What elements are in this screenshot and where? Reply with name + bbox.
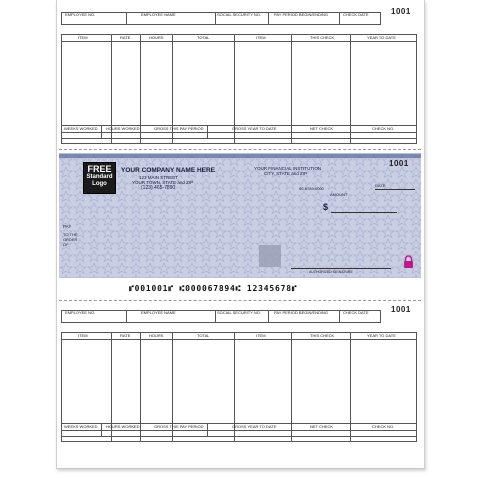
perforation-top — [59, 149, 421, 150]
check-document — [56, 0, 425, 469]
check-top-band — [59, 154, 421, 158]
footer-line — [62, 132, 416, 133]
to-the-label: TO THE — [63, 232, 78, 237]
col-hours-b: HOURS — [149, 333, 164, 338]
foot-weeks-worked-b: WEEKS WORKED — [64, 424, 98, 429]
stub-header — [61, 12, 417, 25]
signature-line — [291, 268, 391, 269]
foot-hours-worked-b: HOURS WORKED — [106, 424, 140, 429]
check-number-top: 1001 — [391, 7, 411, 16]
col-this-check: THIS CHECK — [310, 35, 335, 40]
foot-gross-ytd-b: GROSS YEAR TO DATE — [232, 424, 277, 429]
company-name: YOUR COMPANY NAME HERE — [121, 167, 216, 174]
amount-line — [331, 212, 397, 213]
check-number: 1001 — [389, 159, 409, 168]
col-total-b: TOTAL — [197, 333, 210, 338]
lock-icon — [403, 255, 414, 268]
footer-divider — [291, 126, 292, 138]
col-total: TOTAL — [197, 35, 210, 40]
signature-label: AUTHORIZED SIGNATURE — [309, 270, 353, 274]
label-employee-no-2: EMPLOYEE NO. — [65, 310, 96, 315]
label-employee-name: EMPLOYEE NAME — [141, 12, 176, 17]
footer-divider — [101, 126, 102, 138]
dollar-sign: $ — [323, 202, 329, 212]
label-ssn: SOCIAL SECURITY NO. — [217, 12, 262, 17]
col-item-b: ITEM — [78, 333, 88, 338]
date-label: DATE — [375, 183, 386, 188]
col-item-2: ITEM — [256, 35, 266, 40]
col-hours: HOURS — [149, 35, 164, 40]
company-address-2: YOUR TOWN, STATE and ZIP — [132, 180, 194, 185]
company-address-1: 123 MAIN STREET — [139, 175, 179, 180]
perforation-bottom — [59, 300, 421, 301]
footer-line — [62, 430, 416, 431]
date-line — [375, 189, 415, 190]
grid-header-line-2 — [62, 339, 416, 340]
stub-footer-bottom — [61, 423, 417, 437]
of-label: OF — [63, 242, 69, 247]
label-check-date-2: CHECK DATE — [343, 310, 369, 315]
col-year-to-date-b: YEAR TO DATE — [367, 333, 396, 338]
foot-net-check: NET CHECK — [310, 126, 334, 131]
label-pay-period-2: PAY PERIOD BEGIN/ENDING — [274, 310, 329, 315]
logo-line-1: FREE — [87, 164, 112, 174]
footer-divider — [207, 424, 208, 436]
bank-address: CITY, STATE and ZIP — [264, 171, 308, 176]
label-check-date: CHECK DATE — [343, 12, 369, 17]
foot-net-check-b: NET CHECK — [310, 424, 334, 429]
stub-header-bottom — [61, 310, 417, 323]
footer-divider — [350, 126, 351, 138]
stub-footer — [61, 125, 417, 139]
security-seal — [259, 245, 281, 267]
company-phone: (123) 465-7890 — [141, 185, 176, 191]
standard-logo — [83, 162, 116, 194]
footer-divider — [207, 126, 208, 138]
col-item-2-b: ITEM — [256, 333, 266, 338]
footer-divider — [350, 424, 351, 436]
label-pay-period: PAY PERIOD BEGIN/ENDING — [274, 12, 329, 17]
micr-line: ⑈001001⑈ ⑆000067894⑆ 12345678⑈ — [129, 284, 298, 293]
col-this-check-b: THIS CHECK — [310, 333, 335, 338]
col-rate: RATE — [120, 35, 131, 40]
foot-gross-period-b: GROSS THIS PAY PERIOD — [154, 424, 204, 429]
foot-check-no: CHECK NO. — [372, 126, 395, 131]
amount-label: AMOUNT — [330, 192, 348, 197]
col-item: ITEM — [78, 35, 88, 40]
label-employee-name-2: EMPLOYEE NAME — [141, 310, 176, 315]
logo-line-2: Standard — [86, 174, 113, 180]
foot-hours-worked: HOURS WORKED — [106, 126, 140, 131]
order-label: ORDER — [63, 237, 78, 242]
pay-label: PAY — [63, 224, 72, 229]
footer-divider — [140, 424, 141, 436]
footer-divider — [291, 424, 292, 436]
routing-fraction: 00-6789-0000 — [299, 186, 324, 191]
footer-divider — [101, 424, 102, 436]
foot-weeks-worked: WEEKS WORKED — [64, 126, 98, 131]
bank-name: YOUR FINANCIAL INSTITUTION — [254, 166, 322, 171]
foot-gross-period: GROSS THIS PAY PERIOD — [154, 126, 204, 131]
label-ssn-2: SOCIAL SECURITY NO. — [217, 310, 262, 315]
grid-header-line — [62, 41, 416, 42]
col-year-to-date: YEAR TO DATE — [367, 35, 396, 40]
logo-line-3: Logo — [92, 181, 107, 187]
foot-gross-ytd: GROSS YEAR TO DATE — [232, 126, 277, 131]
footer-divider — [140, 126, 141, 138]
label-employee-no: EMPLOYEE NO. — [65, 12, 96, 17]
check-number-bottom: 1001 — [391, 305, 411, 314]
col-rate-b: RATE — [120, 333, 131, 338]
check-body — [59, 153, 421, 278]
foot-check-no-b: CHECK NO. — [372, 424, 395, 429]
